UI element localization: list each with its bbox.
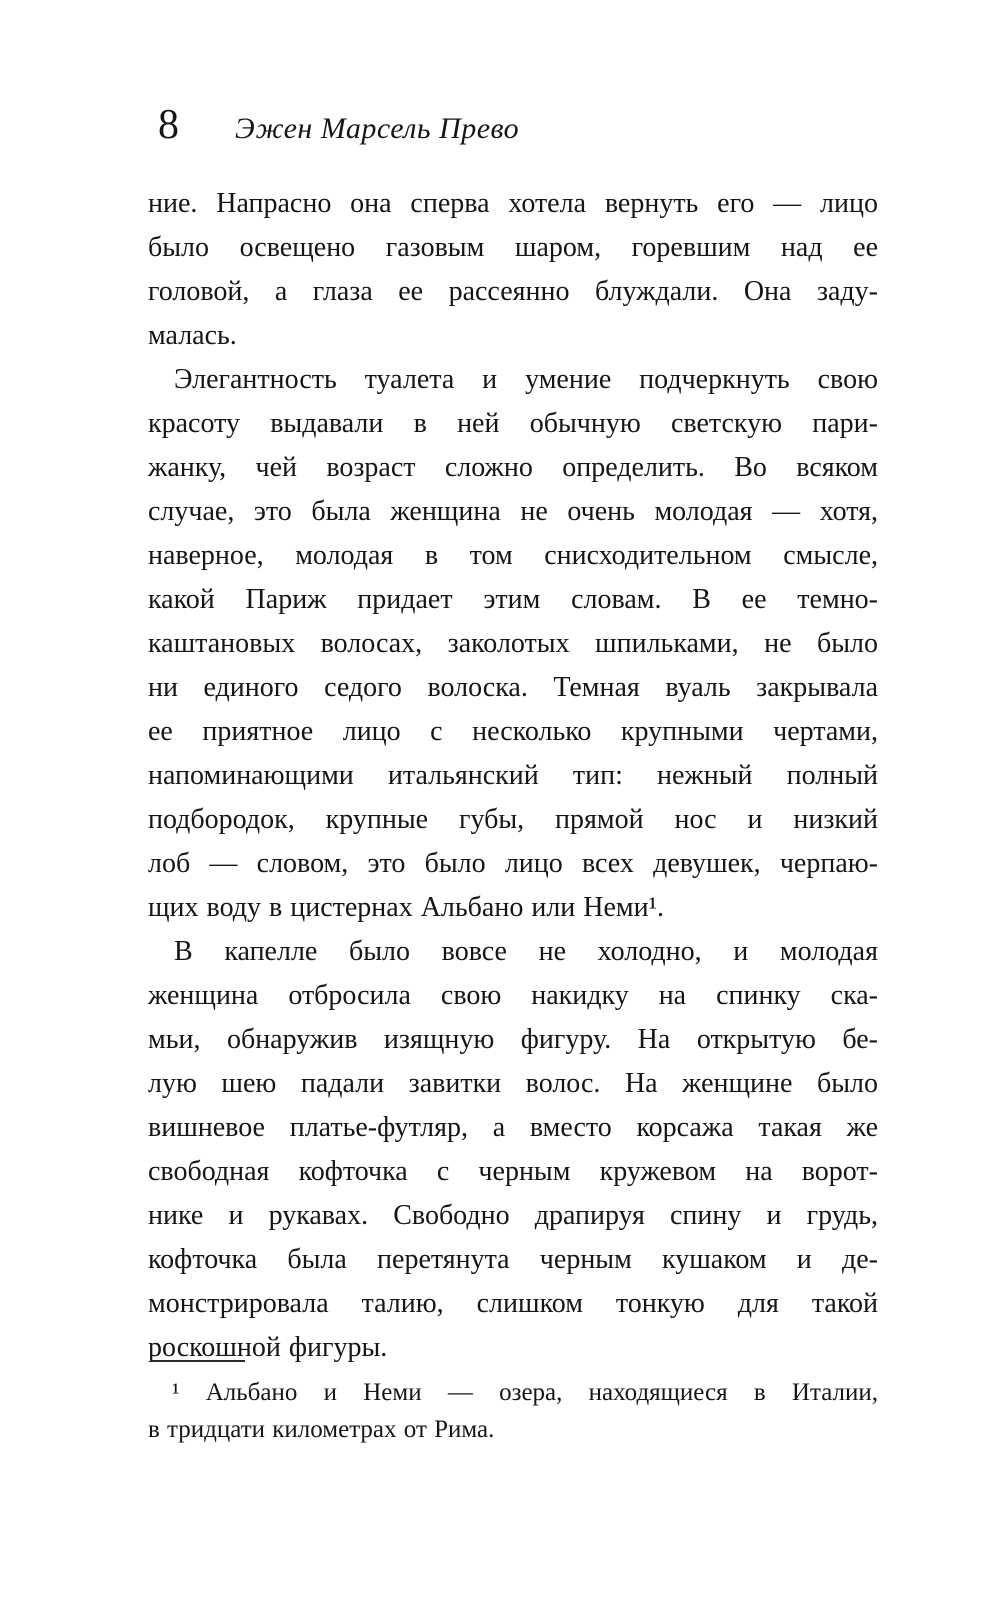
text-line: головой, а глаза ее рассеянно блуждали. Она заду- xyxy=(148,276,878,307)
text-line: вишневое платье-футляр, а вместо корсажа такая же xyxy=(148,1112,878,1143)
text-line: ние. Напрасно она сперва хотела вернуть его — лицо xyxy=(148,188,878,219)
text-line: подбородок, крупные губы, прямой нос и низкий xyxy=(148,804,878,835)
text-line: кофточка была перетянута черным кушаком и де- xyxy=(148,1244,878,1275)
text-line: красоту выдавали в ней обычную светскую пари- xyxy=(148,408,878,439)
footnote xyxy=(148,1360,878,1448)
text-line: свободная кофточка с черным кружевом на ворот- xyxy=(148,1156,878,1187)
text-line: наверное, молодая в том снисходительном смысле, xyxy=(148,540,878,571)
footnote-text xyxy=(148,1374,878,1448)
text-line: каштановых волосах, заколотых шпильками, не было xyxy=(148,628,878,659)
text-line: роскошной фигуры. xyxy=(148,1332,388,1363)
text-line: женщина отбросила свою накидку на спинку ска- xyxy=(148,980,878,1011)
page-number: 8 xyxy=(158,102,179,148)
text-line: случае, это была женщина не очень молодая — хотя, xyxy=(148,496,878,527)
text-line: В капелле было вовсе не холодно, и молодая xyxy=(174,936,878,967)
text-line: малась. xyxy=(148,320,237,351)
text-line: Элегантность туалета и умение подчеркнуть свою xyxy=(174,364,878,395)
text-line: монстрировала талию, слишком тонкую для такой xyxy=(148,1288,878,1319)
text-line: щих воду в цистернах Альбано или Неми¹. xyxy=(148,892,665,923)
text-line: мьи, обнаружив изящную фигуру. На открытую бе- xyxy=(148,1024,878,1055)
body-text xyxy=(148,182,878,1370)
text-line: жанку, чей возраст сложно определить. Во всяком xyxy=(148,452,878,483)
text-line: напоминающими итальянский тип: нежный полный xyxy=(148,760,878,791)
footnote-separator xyxy=(150,1360,245,1362)
text-line: было освещено газовым шаром, горевшим над ее xyxy=(148,232,878,263)
running-title: Эжен Марсель Прево xyxy=(235,112,520,145)
text-line: в тридцати километрах от Рима. xyxy=(148,1416,495,1443)
text-line: лоб — словом, это было лицо всех девушек, черпаю- xyxy=(148,848,878,879)
text-line: ни единого седого волоска. Темная вуаль закрывала xyxy=(148,672,878,703)
text-line: нике и рукавах. Свободно драпируя спину и грудь, xyxy=(148,1200,878,1231)
text-line: лую шею падали завитки волос. На женщине было xyxy=(148,1068,878,1099)
page-header xyxy=(158,104,519,146)
text-line: какой Париж придает этим словам. В ее темно- xyxy=(148,584,878,615)
text-line: ¹ Альбано и Неми — озера, находящиеся в Италии, xyxy=(172,1379,878,1406)
text-line: ее приятное лицо с несколько крупными чертами, xyxy=(148,716,878,747)
